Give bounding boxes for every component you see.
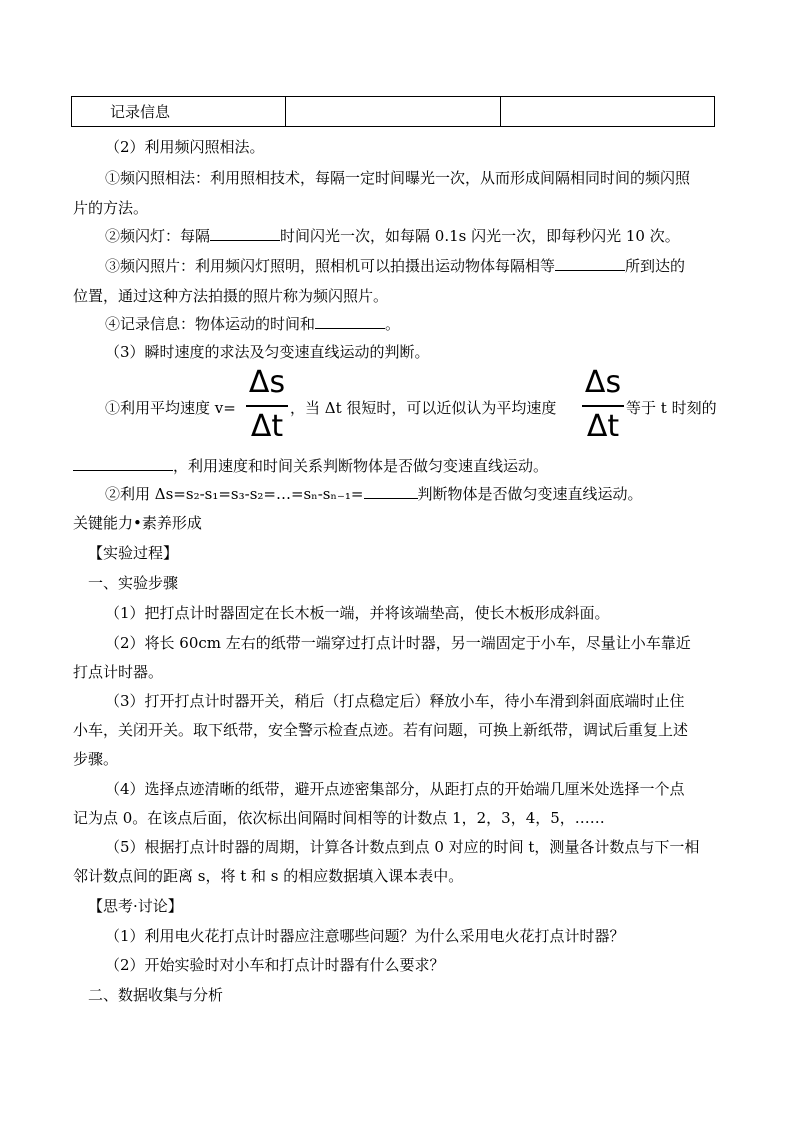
step-4-line-1: （4）选择点迹清晰的纸带，避开点迹密集部分，从距打点的开始端几厘米处选择一个点 [105,780,685,798]
formula-2 [105,484,643,504]
think-header: 【思考·讨论】 [88,897,183,915]
question-2: （2）开始实验时对小车和打点计时器有什么要求？ [105,956,445,974]
steps-title: 一、实验步骤 [88,574,179,592]
fill-blank[interactable] [210,226,280,241]
step-3-line-1: （3）打开打点计时器开关，稍后（打点稳定后）释放小车，待小车滑到斜面底端时止住 [105,692,685,710]
text: 时间闪光一次，如每隔 0.1s 闪光一次，即每秒闪光 10 次。 [280,227,680,245]
experiment-header: 【实验过程】 [88,544,179,562]
formula-line-2 [73,456,548,476]
fill-blank[interactable] [73,456,173,471]
fill-blank[interactable] [555,256,625,271]
step-3-line-2: 小车，关闭开关。取下纸带，安全警示检查点迹。若有问题，可换上新纸带，调试后重复上述 [73,721,689,739]
fill-blank[interactable] [315,314,385,329]
fraction-numerator: Δs [248,365,286,400]
paragraph-1-line-1: ①频闪照相法：利用照相技术，每隔一定时间曝光一次，从而形成间隔相同时间的频闪照 [105,169,691,187]
data-section-title: 二、数据收集与分析 [88,986,224,1004]
text: ②频闪灯：每隔 [105,227,211,245]
table-cell-label: 记录信息 [72,97,286,127]
step-3-line-3: 步骤。 [73,750,119,768]
paragraph-2 [105,226,680,246]
step-5-line-2: 邻计数点间的距离 s，将 t 和 s 的相应数据填入课本表中。 [73,867,464,885]
paragraph-3-line-1 [105,256,685,276]
section-title: 关键能力•素养形成 [73,514,202,532]
fraction-bar [246,405,288,407]
fraction-bar [582,405,624,407]
table-row [72,97,715,127]
fraction-denominator: Δt [250,409,284,444]
text: ④记录信息：物体运动的时间和 [105,315,316,333]
paragraph-1-line-2: 片的方法。 [73,199,149,217]
text: ，利用速度和时间关系判断物体是否做匀变速直线运动。 [173,457,549,475]
table-cell-empty [286,97,500,127]
table-cell-empty [500,97,714,127]
text: 。 [385,315,401,333]
formula-text-a: ①利用平均速度 v= [105,399,236,417]
fill-blank[interactable] [364,484,418,499]
fraction-denominator: Δt [586,409,620,444]
formula-text-b: ，当 Δt 很短时，可以近似认为平均速度 [290,399,557,417]
formula-text-c: 等于 t 时刻的 [626,399,717,417]
text: ②利用 Δs=s₂-s₁=s₃-s₂=…=sₙ-sₙ₋₁= [105,485,364,503]
paragraph-4 [105,314,400,334]
step-5-line-1: （5）根据打点计时器的周期，计算各计数点到点 0 对应的时间 t，测量各计数点与下一相 [105,838,700,856]
heading-2: （2）利用频闪照相法。 [105,138,265,156]
question-1: （1）利用电火花打点计时器应注意哪些问题？为什么采用电火花打点计时器？ [105,927,625,945]
step-2-line-2: 打点计时器。 [73,663,164,681]
step-4-line-2: 记为点 0。在该点后面，依次标出间隔时间相等的计数点 1，2，3，4，5，…… [73,809,605,827]
record-table [71,96,715,127]
fraction-numerator: Δs [584,365,622,400]
text: ③频闪照片：利用频闪灯照明，照相机可以拍摄出运动物体每隔相等 [105,257,556,275]
heading-3: （3）瞬时速度的求法及匀变速直线运动的判断。 [105,343,430,361]
step-2-line-1: （2）将长 60cm 左右的纸带一端穿过打点计时器，另一端固定于小车，尽量让小车靠近 [105,634,691,652]
step-1: （1）把打点计时器固定在长木板一端，并将该端垫高，使长木板形成斜面。 [105,604,610,622]
text: 所到达的 [625,257,686,275]
paragraph-3-line-2: 位置，通过这种方法拍摄的照片称为频闪照片。 [73,287,389,305]
text: 判断物体是否做匀变速直线运动。 [417,485,643,503]
